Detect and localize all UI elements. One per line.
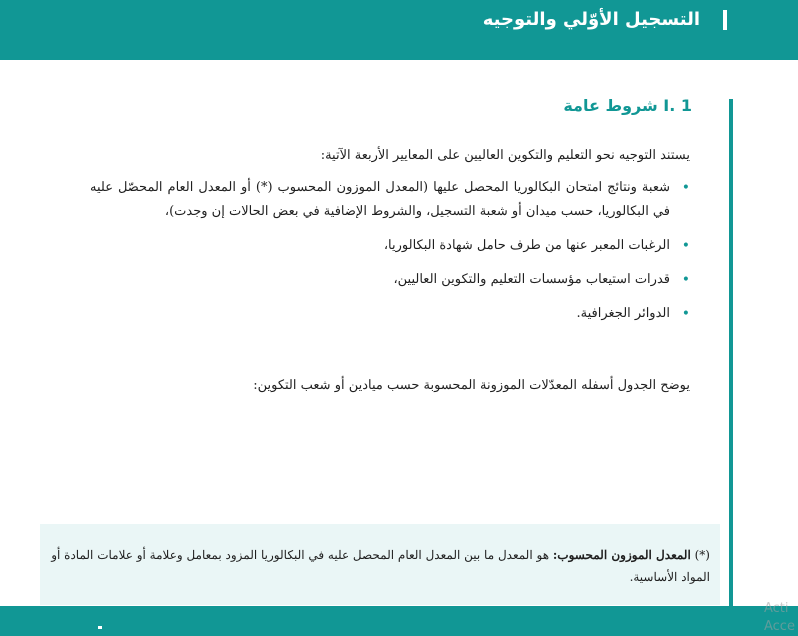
content-accent-rule xyxy=(729,99,733,606)
criteria-list xyxy=(90,176,690,336)
bullet-icon: • xyxy=(681,272,690,288)
intro-paragraph: يستند التوجيه نحو التعليم والتكوين العاليين على المعايير الأربعة الآتية: xyxy=(320,148,690,163)
bullet-icon: • xyxy=(681,306,690,322)
footnote-box xyxy=(40,524,720,605)
footer-mark xyxy=(98,626,102,629)
footnote-definition: هو المعدل ما بين المعدل العام المحصل عليه في البكالوريا المزود بمعامل وعلامة أو علامات المادة أو المواد الأساسية. xyxy=(51,548,710,584)
section-title: I. 1 شروط عامة xyxy=(563,96,692,115)
table-intro-paragraph: يوضح الجدول أسفله المعدّلات الموزونة المحسوبة حسب ميادين أو شعب التكوين: xyxy=(253,378,690,393)
page-header xyxy=(0,0,798,60)
footnote-marker: (*) xyxy=(694,548,710,562)
windows-activation-watermark: Acti Acce xyxy=(764,601,795,634)
bullet-icon: • xyxy=(681,180,690,196)
footnote-term: المعدل الموزون المحسوب: xyxy=(552,548,691,562)
list-item: • الدوائر الجغرافية. xyxy=(90,302,690,326)
list-item: • الرغبات المعبر عنها من طرف حامل شهادة البكالوريا، xyxy=(90,234,690,258)
page-title: التسجيل الأوّلي والتوجيه xyxy=(482,9,700,30)
bullet-icon: • xyxy=(681,238,690,254)
footnote-text xyxy=(50,544,710,588)
page-footer xyxy=(0,606,798,636)
list-item: • شعبة ونتائج امتحان البكالوريا المحصل عليها (المعدل الموزون المحسوب (*) أو المعدل العام المحصّل عليه في البكالوريا، حسب ميدان أو شعبة التسجيل، والشروط الإضافية في بعض الحالات إن وجدت)، xyxy=(90,176,690,224)
header-accent-bar xyxy=(723,10,727,30)
list-item: • قدرات استيعاب مؤسسات التعليم والتكوين العاليين، xyxy=(90,268,690,292)
